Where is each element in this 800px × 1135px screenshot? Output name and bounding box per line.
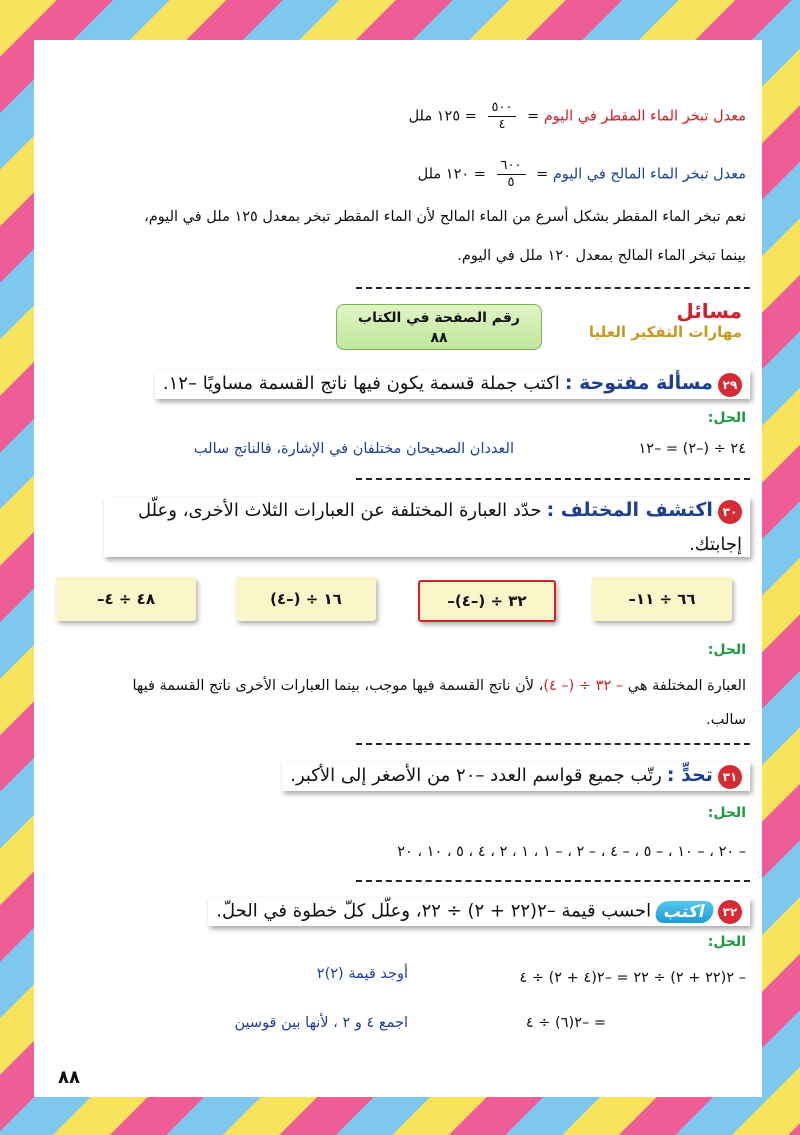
evap-distilled-line: معدل تبخر الماء المقطر في اليوم = $\frac{٥٠٠}{٤}$ = ١٢٥ ملل <box>408 100 746 132</box>
option-3[interactable]: ١٦ ÷ (–٤) <box>236 577 376 621</box>
question-number-31: ٣١ <box>718 765 742 789</box>
section-subtitle: مهارات التفكير العليا <box>588 323 742 341</box>
q31-title: تحدٍّ : <box>666 764 713 786</box>
q29-text: اكتب جملة قسمة يكون فيها ناتج القسمة مساويًا –١٢. <box>162 373 560 394</box>
fraction-distilled: $\frac{٥٠٠}{٤}$ <box>488 100 517 133</box>
q30-solution-label: الحل: <box>707 642 746 658</box>
pill-page-number: ٨٨ <box>430 330 448 346</box>
divider <box>356 478 750 480</box>
q29-title: مسألة مفتوحة : <box>564 372 713 394</box>
book-page-pill <box>336 304 542 350</box>
question-30 <box>104 497 750 557</box>
q29-solution-label: الحل: <box>707 410 746 426</box>
option-4[interactable]: –٤٨ ÷ ٤ <box>56 577 196 621</box>
q30-answer-line-2: سالب. <box>706 712 746 728</box>
q30-title: اكتشف المختلف : <box>546 499 713 521</box>
divider <box>356 743 750 745</box>
page-sheet <box>34 40 762 1097</box>
q32-step-2: = –٢(٦) ÷ ٤ <box>525 1015 606 1031</box>
question-32 <box>208 898 750 926</box>
divider <box>356 287 750 289</box>
write-badge: اكتب <box>654 901 715 923</box>
distilled-result: = ١٢٥ ملل <box>408 108 477 125</box>
option-1[interactable]: –٦٦ ÷ ١١ <box>592 577 732 621</box>
distilled-label: معدل تبخر الماء المقطر في اليوم <box>543 108 746 125</box>
question-number-30: ٣٠ <box>718 500 742 524</box>
q32-step-1: – ٢(٢٢ + ٢) ÷ ٢٢ = –٢(٤ + ٢) ÷ ٤ <box>519 970 746 986</box>
q30-answer-expression: – ٣٢ ÷ (– ٤) <box>543 678 624 694</box>
q31-solution-label: الحل: <box>707 805 746 821</box>
q30-text-2: إجابتك. <box>689 533 742 555</box>
q30-text-1: حدّد العبارة المختلفة عن العبارات الثلاث الأخرى، وعلّل <box>137 500 542 521</box>
conclusion-line-1: نعم تبخر الماء المقطر بشكل أسرع من الماء المالح لأن الماء المقطر تبخر بمعدل ١٢٥ ملل في اليوم، <box>144 209 746 225</box>
conclusion-line-2: بينما تبخر الماء المالح بمعدل ١٢٠ ملل في اليوم. <box>457 248 746 264</box>
q29-note: العددان الصحيحان مختلفان في الإشارة، فالناتج سالب <box>193 441 514 457</box>
q30-answer-line-1: العبارة المختلفة هي – ٣٢ ÷ (– ٤)، لأن ناتج القسمة فيها موجب، بينما العبارات الأخرى ناتج القسمة فيها <box>132 678 746 694</box>
option-2-selected[interactable]: –٣٢ ÷ (–٤) <box>418 580 556 622</box>
page-number: ٨٨ <box>58 1067 80 1088</box>
section-heading <box>566 299 742 341</box>
question-31 <box>282 762 750 791</box>
q32-note-1: أوجد قيمة (٢)٢ <box>316 966 408 982</box>
question-number-29: ٢٩ <box>718 373 742 397</box>
question-number-32: ٣٢ <box>718 900 742 924</box>
divider <box>356 880 750 882</box>
salt-label: معدل تبخر الماء المالح في اليوم <box>552 166 746 183</box>
section-title: مسائل <box>676 299 742 323</box>
q29-equation: ٢٤ ÷ (–٢) = –١٢ <box>638 441 746 457</box>
q31-answer: – ٢٠ ، – ١٠ ، – ٥ ، – ٤ ، – ٢ ، – ١ ، ١ ، ٢ ، ٤ ، ٥ ، ١٠ ، ٢٠ <box>397 844 746 860</box>
q31-text: رتّب جميع قواسم العدد –٢٠ من الأصغر إلى الأكبر. <box>290 765 662 786</box>
evap-salt-line: معدل تبخر الماء المالح في اليوم = $\frac{٦٠٠}{٥}$ = ١٢٠ ملل <box>417 158 746 190</box>
pill-label: رقم الصفحة في الكتاب <box>358 310 520 326</box>
question-29 <box>155 370 750 399</box>
q32-text: احسب قيمة –٢(٢٢ + ٢) ÷ ٢٢، وعلّل كلّ خطوة في الحلّ. <box>216 900 652 922</box>
salt-result: = ١٢٠ ملل <box>417 166 486 183</box>
q32-solution-label: الحل: <box>707 934 746 950</box>
q32-note-2: اجمع ٤ و ٢ ، لأنها بين قوسين <box>234 1015 408 1031</box>
fraction-salt: $\frac{٦٠٠}{٥}$ <box>497 158 526 191</box>
